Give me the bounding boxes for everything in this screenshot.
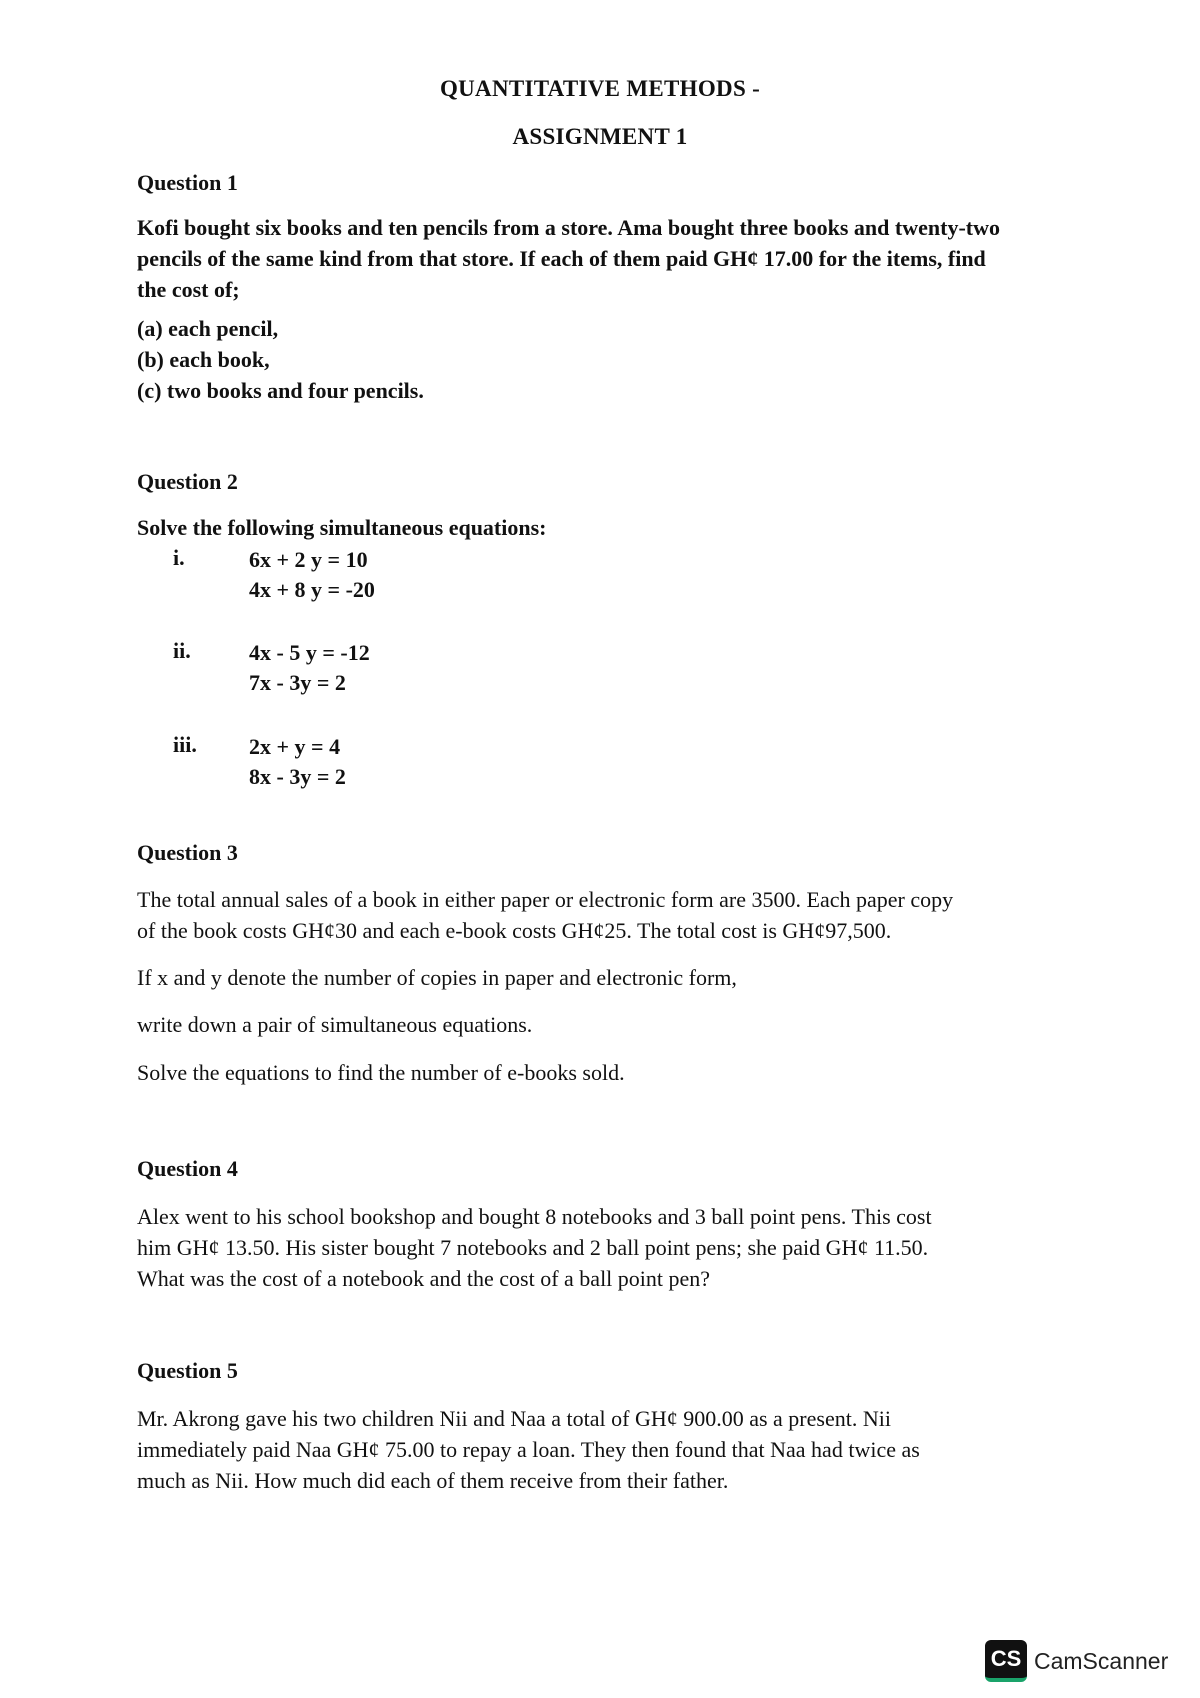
equation-line: 4x + 8 y = -20: [249, 577, 375, 602]
document-subtitle: ASSIGNMENT 1: [512, 124, 688, 149]
question-1-part-c: (c) two books and four pencils.: [137, 378, 424, 403]
camscanner-logo-icon: CS: [985, 1640, 1027, 1682]
equation-set-i-lines: [249, 545, 375, 605]
question-2-intro: Solve the following simultaneous equations:: [137, 515, 547, 540]
question-3-line-2: of the book costs GH¢30 and each e-book costs GH¢25. The total cost is GH¢97,500.: [137, 918, 892, 943]
question-4-line-1: Alex went to his school bookshop and bought 8 notebooks and 3 ball point pens. This cost: [137, 1204, 932, 1229]
question-3-line-1: The total annual sales of a book in either paper or electronic form are 3500. Each paper copy: [137, 887, 954, 912]
question-3-body: [137, 884, 1072, 946]
equation-line: 2x + y = 4: [249, 734, 341, 759]
question-2-heading: Question 2: [137, 469, 238, 494]
question-1-part-a: (a) each pencil,: [137, 316, 279, 341]
question-4-line-2: him GH¢ 13.50. His sister bought 7 notebooks and 2 ball point pens; she paid GH¢ 11.50.: [137, 1235, 929, 1260]
equation-set-i-number: i.: [173, 545, 185, 570]
equation-line: 8x - 3y = 2: [249, 764, 346, 789]
equation-line: 6x + 2 y = 10: [249, 547, 368, 572]
equation-set-iii-number: iii.: [173, 732, 197, 757]
question-3-instruction: write down a pair of simultaneous equations.: [137, 1012, 533, 1037]
question-5-line-3: much as Nii. How much did each of them receive from their father.: [137, 1468, 729, 1493]
document-title: QUANTITATIVE METHODS -: [439, 76, 761, 101]
question-1-line-2: pencils of the same kind from that store. If each of them paid GH¢ 17.00 for the items, find: [137, 246, 986, 271]
question-1-body: [137, 212, 1072, 305]
question-1-heading: Question 1: [137, 170, 238, 195]
question-4-heading: Question 4: [137, 1156, 238, 1181]
equation-line: 4x - 5 y = -12: [249, 640, 370, 665]
question-3-solve: Solve the equations to find the number of e-books sold.: [137, 1060, 625, 1085]
question-3-heading: Question 3: [137, 840, 238, 865]
question-4-body: [137, 1201, 1072, 1294]
equation-set-ii-lines: [249, 638, 370, 698]
question-4-line-3: What was the cost of a notebook and the cost of a ball point pen?: [137, 1266, 711, 1291]
equation-line: 7x - 3y = 2: [249, 670, 346, 695]
question-5-line-1: Mr. Akrong gave his two children Nii and Naa a total of GH¢ 900.00 as a present. Nii: [137, 1406, 891, 1431]
question-5-heading: Question 5: [137, 1358, 238, 1383]
question-1-parts: [137, 313, 1072, 406]
question-3-variables: If x and y denote the number of copies in paper and electronic form,: [137, 965, 737, 990]
question-5-body: [137, 1403, 1072, 1496]
question-1-line-1: Kofi bought six books and ten pencils from a store. Ama bought three books and twenty-two: [137, 215, 1000, 240]
question-5-line-2: immediately paid Naa GH¢ 75.00 to repay a loan. They then found that Naa had twice as: [137, 1437, 920, 1462]
equation-set-ii-number: ii.: [173, 638, 191, 663]
equation-set-iii-lines: [249, 732, 346, 792]
question-1-line-3: the cost of;: [137, 277, 240, 302]
camscanner-brand: CamScanner: [1034, 1648, 1169, 1674]
question-1-part-b: (b) each book,: [137, 347, 270, 372]
